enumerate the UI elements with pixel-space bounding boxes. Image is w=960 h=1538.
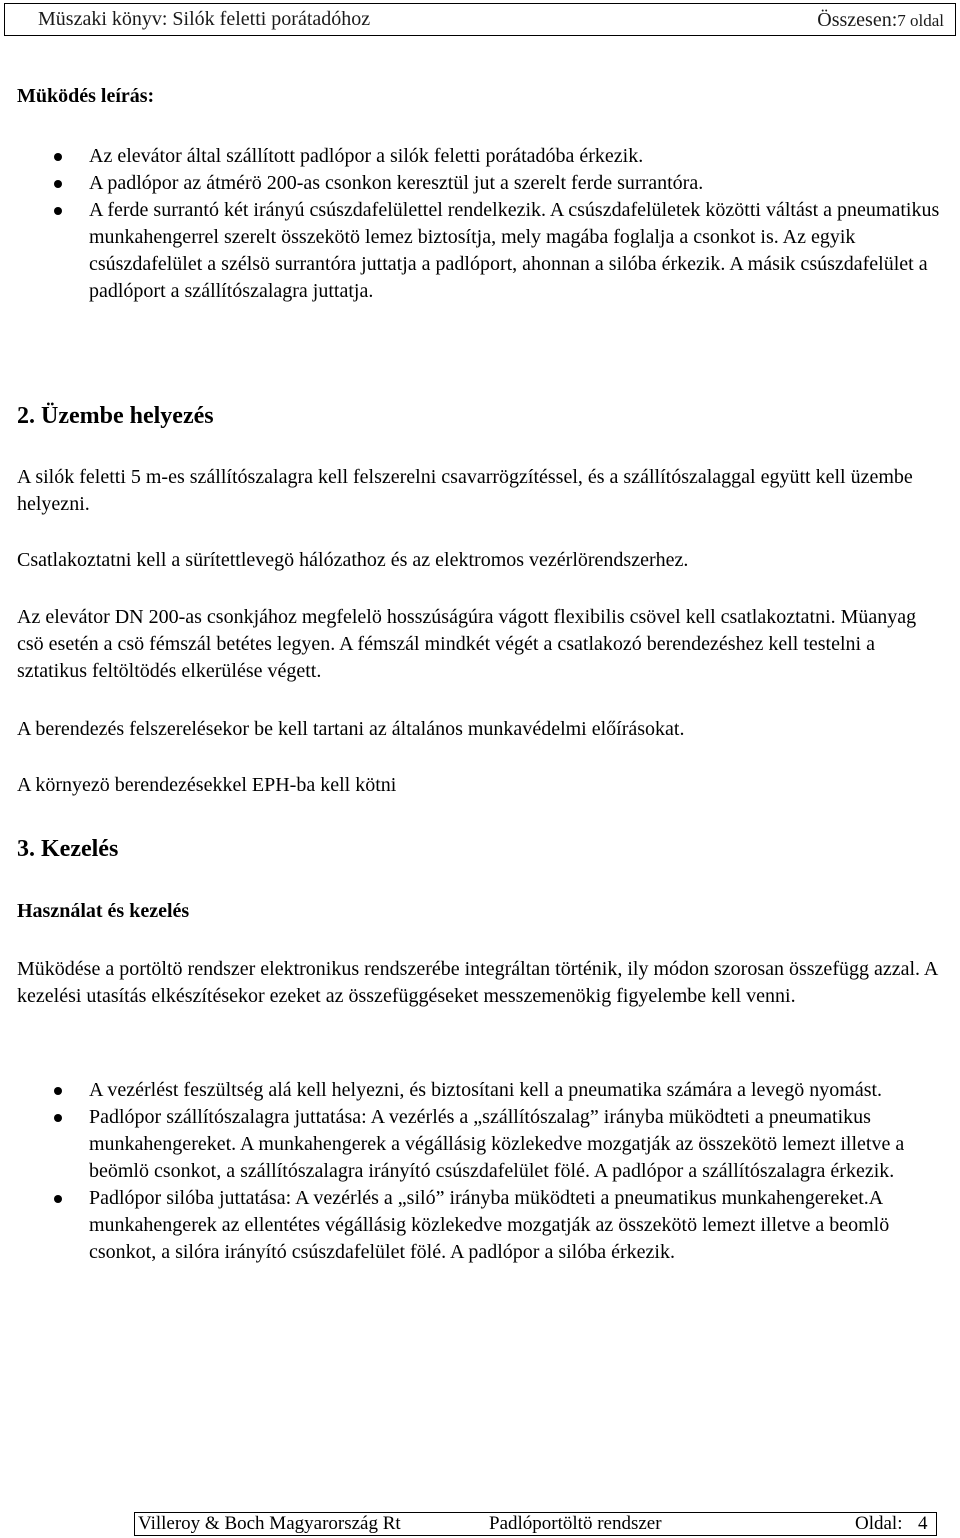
paragraph: Az elevátor DN 200-as csonkjához megfelelö hosszúságúra vágott flexibilis csövel kell csatlakoztatni. Müanyag csö esetén a csö fémszál betétes legyen. A fémszál mindkét végét a csatlakozó berendezéshez kell testelni a sztatikus feltöltödés elkerülése végett.: [17, 606, 917, 682]
list-item-text: A padlópor az átmérö 200-as csonkon keresztül jut a szerelt ferde surrantóra.: [89, 172, 704, 194]
footer-company: Villeroy & Boch Magyarország Rt: [138, 1513, 401, 1534]
bullet-icon: [54, 180, 62, 188]
footer-page-number: 4: [918, 1513, 928, 1534]
list-item: [17, 1185, 942, 1266]
list-item: [17, 143, 942, 170]
total-pages-value: 7 oldal: [897, 11, 944, 30]
paragraph: Müködése a portöltö rendszer elektronikus rendszerébe integráltan történik, ily módon szorosan összefügg azzal. A kezelési utasítás elkészítésekor ezeket az összefüggéseket messzemenökig figyelembe kell venni.: [17, 958, 938, 1007]
page-footer: [134, 1512, 937, 1536]
list-item-text: Padlópor silóba juttatása: A vezérlés a „siló” irányba müködteti a pneumatikus munkahengereket.A munkahengerek az ellentétes végállásig közlekedve mozgatják az összekötö lemezt illetve a beomlö csonkot, a silóra irányító csúszdafelület fölé. A padlópor a silóba érkezik.: [89, 1187, 890, 1263]
document-title: Müszaki könyv: Silók feletti porátadóhoz: [38, 8, 371, 30]
list-item-text: A ferde surrantó két irányú csúszdafelülettel rendelkezik. A csúszdafelületek közötti váltást a pneumatikus munkahengerrel szerelt összekötö lemez biztosítja, mely magába foglalja a csonkot is. Az egyik csúszdafelület a szélsö surrantóra juttatja a padlóport, ahonnan a silóba érkezik. A másik csúszdafelület a padlóport a szállítószalagra juttatja.: [89, 199, 940, 302]
paragraph: A berendezés felszerelésekor be kell tartani az általános munkavédelmi előírásokat.: [17, 718, 685, 740]
list-item: [17, 170, 942, 197]
footer-system: Padlóportöltö rendszer: [489, 1513, 662, 1534]
list-item-text: Az elevátor által szállított padlópor a silók feletti porátadóba érkezik.: [89, 145, 644, 167]
list-item: [17, 1104, 942, 1185]
section-heading-uzembe: 2. Üzembe helyezés: [17, 403, 214, 429]
bullet-icon: [54, 1087, 62, 1095]
list-item-text: A vezérlést feszültség alá kell helyezni, és biztosítani kell a pneumatika számára a levegö nyomást.: [89, 1079, 883, 1101]
page-header: [4, 3, 956, 36]
section-heading-mukodes: Müködés leírás:: [17, 85, 155, 107]
list-item-text: Padlópor szállítószalagra juttatása: A vezérlés a „szállítószalag” irányba müködteti a pneumatikus munkahengereket. A munkahengerek a végállásig közlekedve mozgatják az összekötö lemezt illetve a beömlö csonkot, a szállítószalagra irányító csúszdafelület fölé. A padlópor a szállítószalagra érkezik.: [89, 1106, 905, 1182]
list-item: [17, 197, 942, 305]
total-pages: [817, 9, 944, 32]
total-pages-label: Összesen:: [817, 9, 898, 31]
footer-page-label: Oldal:: [855, 1513, 903, 1534]
paragraph: A környezö berendezésekkel EPH-ba kell kötni: [17, 774, 397, 796]
bullet-icon: [54, 207, 62, 215]
bullet-icon: [54, 1195, 62, 1203]
bullet-icon: [54, 1114, 62, 1122]
section-heading-kezeles: 3. Kezelés: [17, 836, 119, 862]
kezeles-bullet-list: [17, 1077, 942, 1266]
subsection-heading: Használat és kezelés: [17, 900, 190, 922]
bullet-icon: [54, 153, 62, 161]
paragraph: A silók feletti 5 m-es szállítószalagra kell felszerelni csavarrögzítéssel, és a szállítószalaggal együtt kell üzembe helyezni.: [17, 466, 913, 515]
list-item: [17, 1077, 942, 1104]
mukodes-bullet-list: [17, 143, 942, 305]
paragraph: Csatlakoztatni kell a sürítettlevegö hálózathoz és az elektromos vezérlörendszerhez.: [17, 549, 689, 571]
